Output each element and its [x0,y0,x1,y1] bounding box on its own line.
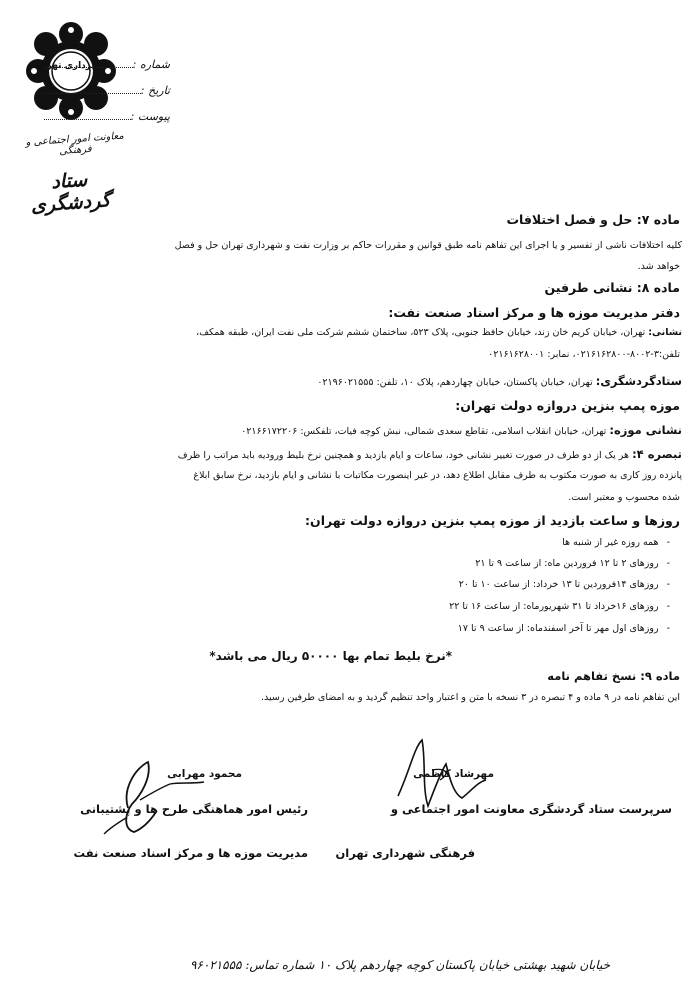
meta-date [40,84,170,97]
hours-item-text: روزهای ۱۴فروردین تا ۱۳ خرداد: از ساعت ۱۰ تا ۲۰ [458,579,659,590]
article7-title: ماده ۷: حل و فصل اختلافات [506,212,680,227]
article9-text: این تفاهم نامه در ۹ ماده و ۴ تبصره در ۳ نسخه با متن و اعتبار واحد تنظیم گردید و به امضای طرفین رسید. [261,692,680,703]
note4-line3: شده محسوب و معتبر است. [568,492,680,503]
right-signatory-role-line1: سرپرست ستاد گردشگری معاونت امور اجتماعی و [390,802,672,816]
party1-line2: تلفن:۳-۸۰۰۲-۰۲۱۶۱۶۲۸۰۰، نمابر: ۰۲۱۶۱۶۲۸۰۰۱ [488,349,680,360]
hours-item-text: روزهای ۲ تا ۱۲ فروردین ماه: از ساعت ۹ تا ۲۱ [475,558,659,569]
party2-text: تهران، خیابان پاکستان، خیابان چهاردهم، پلاک ۱۰، تلفن: ۰۲۱۹۶۰۲۱۵۵۵ [317,377,593,388]
party2-address [22,371,682,393]
party2-label: ستادگردشگری: [595,374,682,388]
bullet-dash-icon: - [666,623,670,634]
meta-number-label: شماره : [132,58,170,71]
meta-date-label: تاریخ : [140,84,170,97]
org-title: ستاد گردشگری [30,168,112,217]
museum-address [22,420,682,442]
note4-text1: هر یک از دو طرف در صورت تغییر نشانی خود، ساعات و ایام بازدید و همچنین نرخ بلیط ورودیه باید مراتب را ظرف [177,450,630,461]
article9-title: ماده ۹: نسخ تفاهم نامه [547,669,680,683]
signature-left-icon [96,738,216,838]
right-signatory-role-line2: فرهنگی شهرداری تهران [335,846,475,860]
museum-text: تهران، خیابان انقلاب اسلامی، تقاطع سعدی شمالی، نبش کوچه فیات، تلفکس: ۰۲۱۶۶۱۷۲۲۰۶ [241,426,607,437]
museum-title: موزه پمپ بنزین دروازه دولت تهران: [455,398,680,413]
hours-item-text: روزهای اول مهر تا آخر اسفندماه: از ساعت ۹ تا ۱۷ [457,623,659,634]
museum-label: نشانی موزه: [609,423,682,437]
party1-title: دفتر مدیریت موزه ها و مرکز اسناد صنعت نفت: [388,305,680,320]
left-signatory-role-line2: مدیریت موزه ها و مرکز اسناد صنعت نفت [73,846,308,860]
hours-item [475,558,670,569]
hours-item [562,537,670,548]
note4-line2: پانزده روز کاری به صورت مکتوب به طرف مقابل اطلاع دهد، در غیر اینصورت مکاتبات با نشانی و ایام بازدید، نرخ سابق ابلاغ [193,470,682,481]
meta-attachment-label: پیوست : [130,110,170,123]
left-signatory-role-line1: رئیس امور هماهنگی طرح ها و پشتیبانی [80,802,308,816]
footer-address: خیابان شهید بهشتی خیابان پاکستان کوچه چهاردهم پلاک ۱۰ شماره تماس: ۹۶۰۲۱۵۵۵ [189,958,610,972]
hours-title: روزها و ساعت بازدید از موزه پمپ بنزین دروازه دولت تهران: [305,513,680,528]
meta-date-line [44,85,141,94]
hours-item [449,601,670,612]
note4-line1 [22,444,682,466]
left-signatory-name: محمود مهرابی [167,768,242,780]
hours-item [459,579,670,590]
hours-item-text: همه روزه غیر از شنبه ها [562,537,659,548]
article7-line2: خواهد شد. [637,261,680,272]
hours-item-text: روزهای ۱۶خرداد تا ۳۱ شهریورماه: از ساعت ۱۶ تا ۲۲ [449,601,659,612]
bullet-dash-icon: - [666,537,670,548]
meta-number [40,58,170,71]
meta-attachment-line [44,111,131,120]
article7-line1: کلیه اختلافات ناشی از تفسیر و یا اجرای این تفاهم نامه طبق قوانین و مقررات حاکم بر وزارت نفت و شهرداری تهران حل و فصل [174,240,682,251]
party1-line1: تهران، خیابان کریم خان زند، خیابان حافظ جنوبی، پلاک ۵۲۳، ساختمان ششم شرکت ملی نفت ایران، طبقه همکف، [196,327,646,338]
note4-label: تبصره ۴: [632,447,682,461]
bullet-dash-icon: - [666,558,670,569]
logo-text: شهرداری تهران [35,61,107,71]
hours-item [458,623,670,634]
article8-title: ماده ۸: نشانی طرفین [544,280,680,295]
meta-attachment [40,110,170,123]
bullet-dash-icon: - [666,579,670,590]
org-subtitle: معاونت امور اجتماعی و فرهنگی [25,130,125,158]
ticket-price: *نرخ بلیط تمام بها ۵۰۰۰۰ ریال می باشد* [209,649,452,663]
party1-label: نشانی: [648,327,682,338]
bullet-dash-icon: - [666,601,670,612]
right-signatory-name: مهرشاد کاظمی [413,768,494,780]
party1-address [22,323,682,343]
meta-number-line [44,59,133,68]
